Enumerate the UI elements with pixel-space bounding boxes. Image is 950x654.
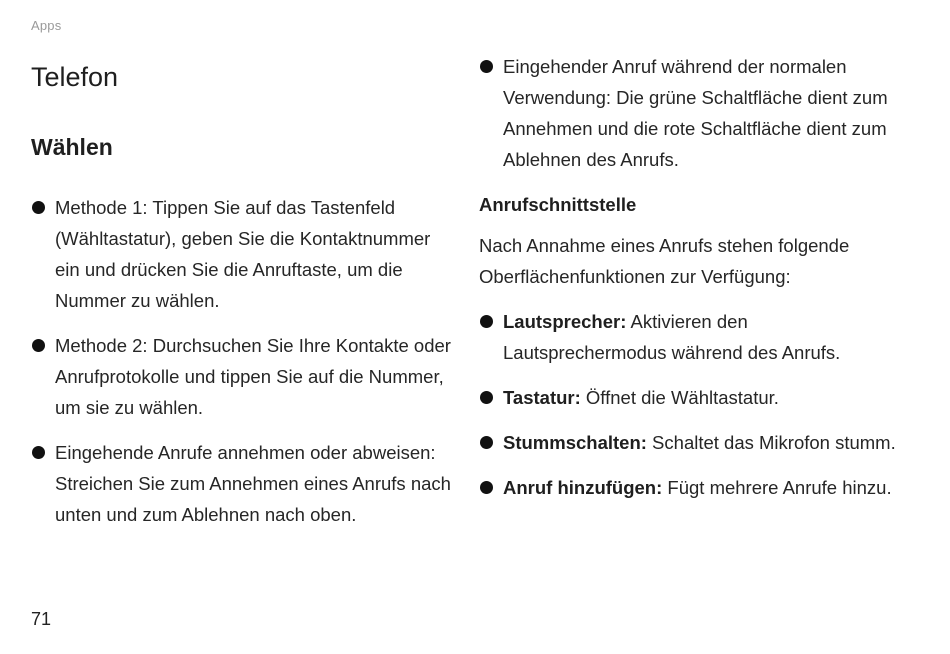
list-item-text: Eingehender Anruf während der normalen Verwendung: Die grüne Schaltfläche dient zum Annehmen und die rote Schaltfläche dient zum Ablehnen des Anrufs.	[503, 56, 888, 170]
feature-term: Stummschalten:	[503, 432, 647, 453]
page-number: 71	[31, 609, 52, 629]
list-item	[31, 330, 451, 423]
bullet-icon	[480, 60, 493, 73]
bullet-icon	[480, 391, 493, 404]
feature-item	[479, 427, 899, 458]
feature-term: Lautsprecher:	[503, 311, 627, 332]
call-features-list	[479, 306, 899, 503]
feature-desc: Öffnet die Wähltastatur.	[580, 387, 779, 408]
sub-heading: Anrufschnittstelle	[479, 194, 637, 215]
feature-term: Tastatur:	[503, 387, 581, 408]
bullet-icon	[480, 315, 493, 328]
bullet-icon	[32, 201, 45, 214]
page-title: Telefon	[31, 62, 119, 92]
list-item-text: Eingehende Anrufe annehmen oder abweisen: Streichen Sie zum Annehmen eines Anrufs nach unten und zum Ablehnen nach oben.	[55, 442, 451, 525]
bullet-icon	[32, 339, 45, 352]
dialing-methods-list	[31, 192, 451, 544]
section-label: Apps	[31, 18, 62, 33]
section-heading: Wählen	[31, 134, 113, 160]
list-item	[31, 437, 451, 530]
list-item	[479, 51, 899, 175]
right-column	[479, 51, 899, 517]
feature-item	[479, 382, 899, 413]
list-item-text: Methode 2: Durchsuchen Sie Ihre Kontakte oder Anrufprotokolle und tippen Sie auf die Nummer, um sie zu wählen.	[55, 335, 451, 418]
bullet-icon	[480, 481, 493, 494]
feature-desc: Fügt mehrere Anrufe hinzu.	[662, 477, 892, 498]
bullet-icon	[480, 436, 493, 449]
feature-desc: Aktivieren den Lautsprechermodus während des Anrufs.	[503, 311, 841, 363]
intro-paragraph: Nach Annahme eines Anrufs stehen folgende Oberflächenfunktionen zur Verfügung:	[479, 235, 850, 287]
feature-term: Anruf hinzufügen:	[503, 477, 663, 498]
feature-item	[479, 306, 899, 368]
bullet-icon	[32, 446, 45, 459]
incoming-call-list	[479, 51, 899, 175]
feature-desc: Schaltet das Mikrofon stumm.	[646, 432, 896, 453]
feature-item	[479, 472, 899, 503]
list-item	[31, 192, 451, 316]
list-item-text: Methode 1: Tippen Sie auf das Tastenfeld (Wähltastatur), geben Sie die Kontaktnummer ein und drücken Sie die Anruftaste, um die Nummer zu wählen.	[55, 197, 431, 311]
